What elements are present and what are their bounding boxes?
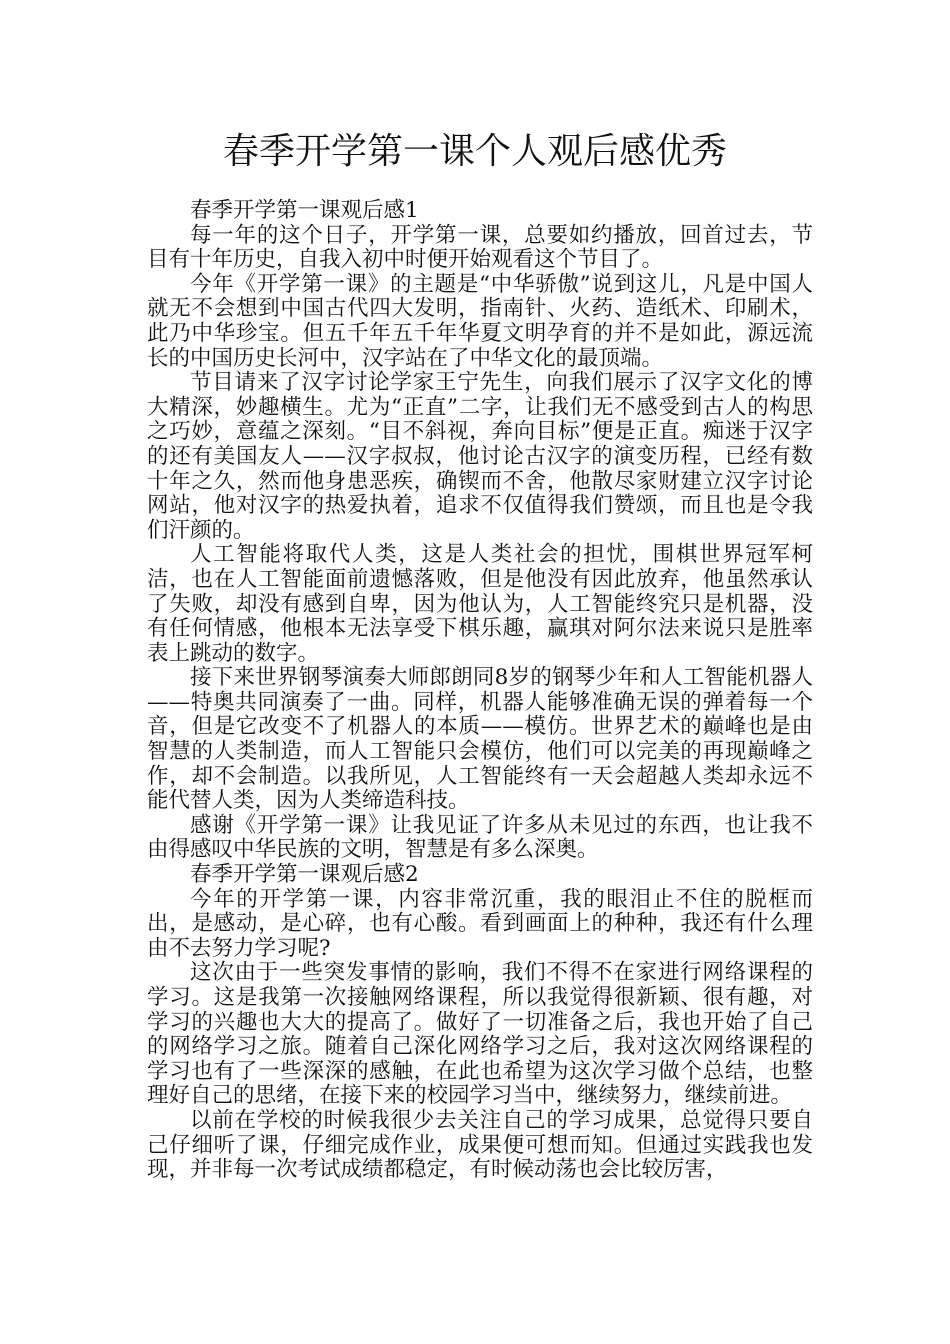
document-body	[147, 199, 813, 1183]
section-heading: 春季开学第一课观后感2	[190, 862, 419, 888]
paragraph: 今年《开学第一课》的主题是“中华骄傲”说到这儿，凡是中国人就无不会想到中国古代四大发明，指南针、火药、造纸术、印刷术，此乃中华珍宝。但五千年五千年华夏文明孕育的并不是如此，源远流长的中国历史长河中，汉字站在了中华文化的最顶端。	[147, 271, 813, 371]
paragraph: 今年的开学第一课，内容非常沉重，我的眼泪止不住的脱框而出，是感动，是心碎，也有心酸。看到画面上的种种，我还有什么理由不去努力学习呢?	[147, 886, 813, 961]
paragraph: 人工智能将取代人类，这是人类社会的担忧，围棋世界冠军柯洁，也在人工智能面前遗憾落败，但是他没有因此放弃，他虽然承认了失败，却没有感到自卑，因为他认为，人工智能终究只是机器，没有任何情感，他根本无法享受下棋乐趣，赢琪对阿尔法来说只是胜率表上跳动的数字。	[147, 542, 813, 666]
section-heading: 春季开学第一课观后感1	[190, 198, 419, 223]
paragraph: 节目请来了汉字讨论学家王宁先生，向我们展示了汉字文化的博大精深，妙趣横生。尤为“正直”二字，让我们无不感受到古人的构思之巧妙，意蕴之深刻。“目不斜视，奔向目标”便是正直。痴迷于汉字的还有美国友人——汉字叔叔，他讨论古汉字的演变历程，已经有数十年之久，然而他身患恶疾，确锲而不舍，他散尽家财建立汉字讨论网站，他对汉字的热爱执着，追求不仅值得我们赞颂，而且也是令我们汗颜的。	[147, 370, 813, 543]
document-title: 春季开学第一课个人观后感优秀	[222, 131, 727, 172]
paragraph: 感谢《开学第一课》让我见证了许多从未见过的东西，也让我不由得感叹中华民族的文明，智慧是有多么深奥。	[147, 812, 813, 863]
paragraph: 这次由于一些突发事情的影响，我们不得不在家进行网络课程的学习。这是我第一次接触网络课程，所以我觉得很新颖、很有趣，对学习的兴趣也大大的提高了。做好了一切准备之后，我也开始了自己的网络学习之旅。随着自己深化网络学习之后，我对这次网络课程的学习也有了一些深深的感触，在此也希望为这次学习做个总结，也整理好自己的思绪，在接下来的校园学习当中，继续努力，继续前进。	[147, 960, 813, 1109]
paragraph: 以前在学校的时候我很少去关注自己的学习成果，总觉得只要自己仔细听了课，仔细完成作业，成果便可想而知。但通过实践我也发现，并非每一次考试成绩都稳定，有时候动荡也会比较厉害，	[147, 1107, 813, 1183]
paragraph: 接下来世界钢琴演奏大师郎朗同8岁的钢琴少年和人工智能机器人——特奥共同演奏了一曲。同样，机器人能够准确无误的弹着每一个音，但是它改变不了机器人的本质——模仿。世界艺术的巅峰也是由智慧的人类制造，而人工智能只会模仿，他们可以完美的再现巅峰之作，却不会制造。以我所见，人工智能终有一天会超越人类却永远不能代替人类，因为人类缔造科技。	[147, 665, 813, 814]
paragraph: 每一年的这个日子，开学第一课，总要如约播放，回首过去，节目有十年历史，自我入初中时便开始观看这个节目了。	[147, 222, 813, 273]
